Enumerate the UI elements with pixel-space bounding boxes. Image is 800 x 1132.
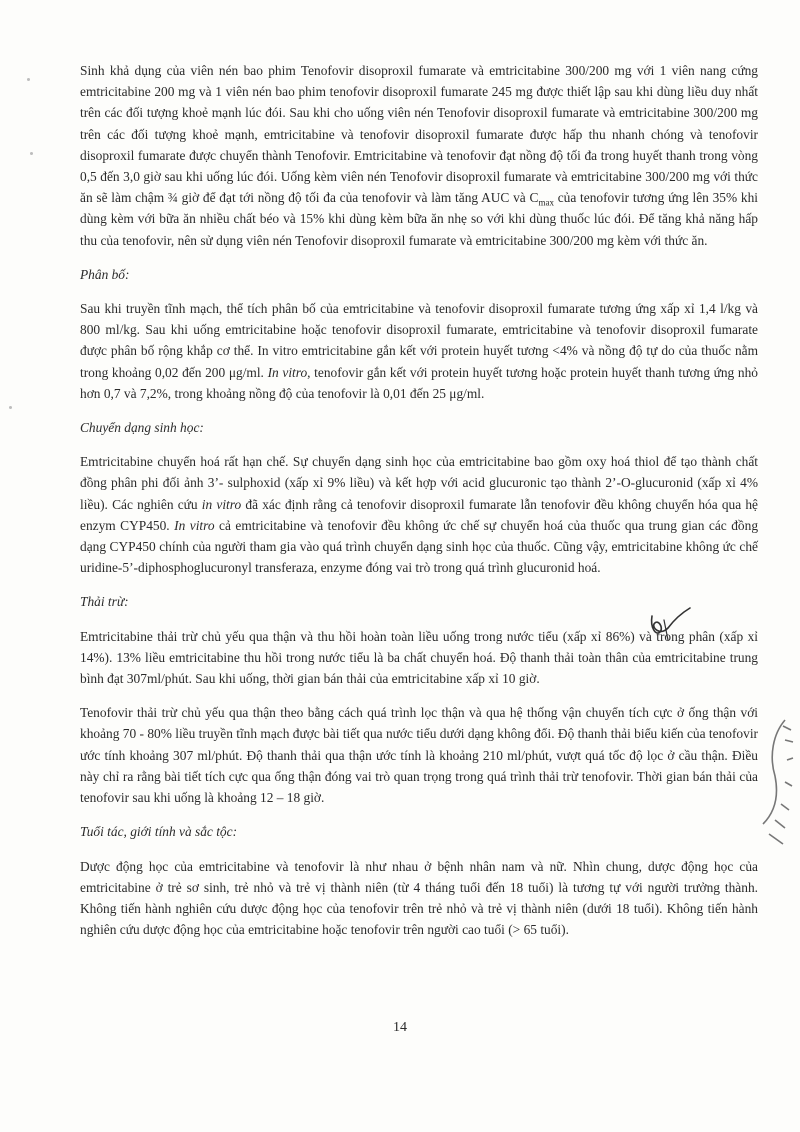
paragraph-elimination-emtricitabine: Emtricitabine thải trừ chủ yếu qua thận và thu hồi hoàn toàn liều uống trong nước tiểu (xấp xỉ 86%) và trong phân (xấp xỉ 14%). 13% liều emtricitabine thu hồi trong nước tiểu là ba chất chuyển hoá. Độ thanh thải toàn thân của emtricitabine trung bình đạt 307ml/phút. Sau khi uống, thời gian bán thải của emtricitabine xấp xỉ 10 giờ.	[80, 628, 758, 687]
paragraph-elimination-tenofovir: Tenofovir thải trừ chủ yếu qua thận theo bằng cách quá trình lọc thận và qua hệ thống vận chuyển tích cực ở ống thận với khoảng 70 - 80% liều truyền tĩnh mạch được bài tiết qua nước tiểu dưới dạng không đổi. Độ thanh thải biểu kiến của tenofovir ước tính khoảng 307 ml/phút. Độ thanh thải qua thận ước tính là khoảng 210 ml/phút, vượt quá tốc độ lọc ở cầu thận. Điều này chỉ ra rằng bài tiết tích cực qua ống thận đóng vai trò quan trọng trong quá trình thải trừ tenofovir. Thời gian bán thải của tenofovir sau khi uống là khoảng 12 – 18 giờ.	[80, 705, 758, 806]
heading-elimination: Thải trừ:	[80, 594, 129, 610]
scan-speck	[9, 406, 12, 409]
scan-speck	[27, 78, 30, 81]
document-body	[80, 60, 758, 940]
handwritten-initials-icon	[646, 606, 696, 646]
partial-stamp-icon	[755, 716, 795, 856]
heading-age-gender-race: Tuổi tác, giới tính và sắc tộc:	[80, 824, 238, 840]
heading-distribution: Phân bố:	[80, 266, 130, 282]
paragraph-age-gender-race: Dược động học của emtricitabine và tenofovir là như nhau ở bệnh nhân nam và nữ. Nhìn chung, dược động học của emtricitabine ở trẻ sơ sinh, trẻ nhỏ và trẻ vị thành niên (từ 4 tháng tuổi đến 18 tuổi) là tương tự với người trưởng thành. Không tiến hành nghiên cứu dược động học của tenofovir trên trẻ nhỏ và trẻ vị thành niên (dưới 18 tuổi). Không tiến hành nghiên cứu dược động học của emtricitabine hoặc tenofovir trên người cao tuổi (> 65 tuổi).	[80, 858, 758, 938]
paragraph-biotransformation: Emtricitabine chuyển hoá rất hạn chế. Sự chuyển dạng sinh học của emtricitabine bao gồm oxy hoá thiol để tạo thành chất đồng phân phi đối ảnh 3’- sulphoxid (xấp xỉ 9% liều) và kết hợp với acid glucuronic tạo thành 2’-O-glucuronid (xấp xỉ 4% liều). Các nghiên cứu in vitro đã xác định rằng cả tenofovir disoproxil fumarate lẫn tenofovir đều không chuyển hóa qua hệ enzym CYP450. In vitro cả emtricitabine và tenofovir đều không ức chế sự chuyển hoá của thuốc qua trung gian các đồng dạng CYP450 chính của người tham gia vào quá trình chuyển dạng sinh học của thuốc. Cũng vậy, emtricitabine không ức chế uridine-5’-diphosphoglucuronyl transferaza, enzyme đóng vai trò trong quá trình glucuronid hoá.	[80, 454, 759, 576]
paragraph-bioavailability: Sinh khả dụng của viên nén bao phim Tenofovir disoproxil fumarate và emtricitabine 300/200 mg với 1 viên nang cứng emtricitabine 200 mg và 1 viên nén bao phim tenofovir disoproxil fumarate 245 mg được thiết lập sau khi dùng liều duy nhất trên các đối tượng khoẻ mạnh lúc đói. Sau khi cho uống viên nén Tenofovir disoproxil fumarate và emtricitabine 300/200 mg trên các đối tượng khoẻ mạnh, emtricitabine và tenofovir disoproxil fumarate được hấp thu nhanh chóng và tenofovir disoproxil fumarate được chuyển thành Tenofovir. Emtricitabine và tenofovir đạt nồng độ tối đa trong huyết thanh trong vòng 0,5 đến 3,0 giờ sau khi uống lúc đói. Uống kèm viên nén Tenofovir disoproxil fumarate và emtricitabine 300/200 mg với thức ăn sẽ làm chậm ¾ giờ để đạt tới nồng độ tối đa của tenofovir và làm tăng AUC và $C_{max}$ của tenofovir tương ứng lên 35% khi dùng kèm với bữa ăn nhiều chất béo và 15% khi dùng kèm bữa ăn nhẹ so với khi dùng thuốc lúc đói. Để tăng khả năng hấp thu của tenofovir, nên sử dụng viên nén Tenofovir disoproxil fumarate và emtricitabine 300/200 mg kèm với thức ăn.	[80, 63, 758, 248]
scan-speck	[30, 152, 33, 155]
page-number: 14	[393, 1020, 407, 1035]
paragraph-distribution: Sau khi truyền tĩnh mạch, thể tích phân bố của emtricitabine và tenofovir disoproxil fumarate tương ứng xấp xỉ 1,4 l/kg và 800 ml/kg. Sau khi uống emtricitabine hoặc tenofovir disoproxil fumarate, emtricitabine và tenofovir disoproxil fumarate được phân bố rộng khắp cơ thể. In vitro emtricitabine gắn kết với protein huyết tương <4% và nồng độ tự do của thuốc nằm trong khoảng 0,02 đến 200 μg/ml. In vitro, tenofovir gắn kết với protein huyết tương hoặc protein huyết thanh tương ứng nhỏ hơn 0,7 và 7,2%, trong khoảng nồng độ của tenofovir là 0,01 đến 25 μg/ml.	[80, 301, 758, 401]
heading-biotransformation: Chuyển dạng sinh học:	[80, 420, 204, 436]
